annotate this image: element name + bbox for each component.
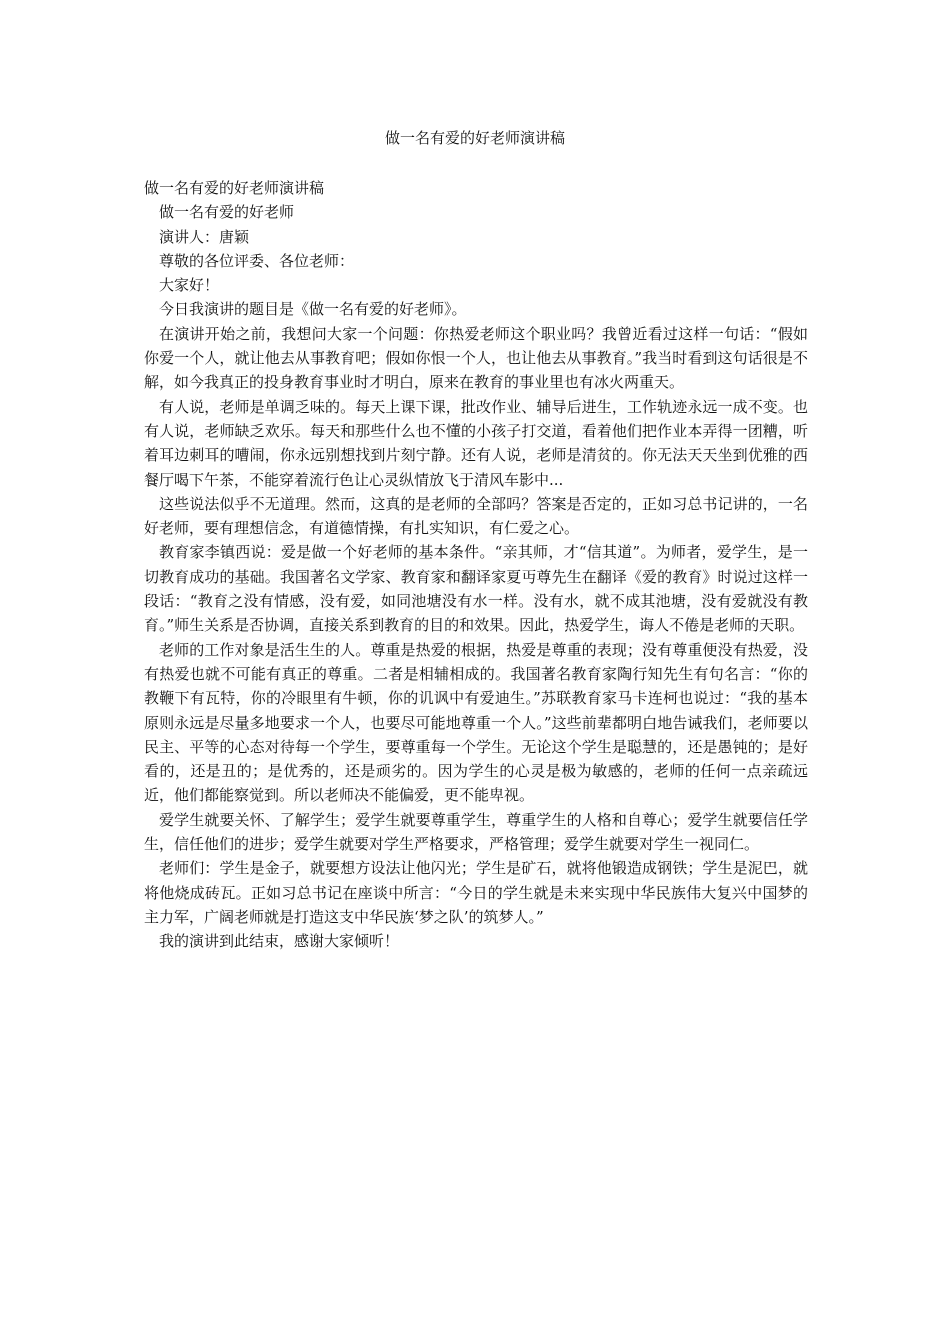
paragraph-salutation: 尊敬的各位评委、各位老师：	[159, 251, 355, 270]
document-body	[144, 176, 808, 954]
paragraph-rebuttal: 这些说法似乎不无道理。然而，这真的是老师的全部吗？答案是否定的，正如习总书记讲的，一名好老师，要有理想信念，有道德情操，有扎实知识，有仁爱之心。	[144, 494, 808, 538]
paragraph-love-students: 爱学生就要关怀、了解学生；爱学生就要尊重学生，尊重学生的人格和自尊心；爱学生就要信任学生，信任他们的进步；爱学生就要对学生严格要求，严格管理；爱学生就要对学生一视同仁。	[144, 810, 808, 854]
paragraph-greeting: 大家好！	[159, 276, 220, 295]
paragraph-teachers-call: 老师们：学生是金子，就要想方设法让他闪光；学生是矿石，就将他锻造成钢铁；学生是泥巴，就将他烧成砖瓦。正如习总书记在座谈中所言：“今日的学生就是未来实现中华民族伟大复兴中国梦的主力军，广阔老师就是打造这支中华民族‘梦之队’的筑梦人。”	[144, 859, 808, 926]
paragraph-love-basis: 教育家李镇西说：爱是做一个好老师的基本条件。“亲其师，才“信其道”。为师者，爱学生，是一切教育成功的基础。我国著名文学家、教育家和翻译家夏丏尊先生在翻译《爱的教育》时说过这样一段话：“教育之没有情感，没有爱，如同池塘没有水一样。没有水，就不成其池塘，没有爱就没有教育。”师生关系是否协调，直接关系到教育的目的和效果。因此，热爱学生，诲人不倦是老师的天职。	[144, 543, 808, 635]
paragraph-heading: 做一名有爱的好老师演讲稿	[144, 179, 325, 197]
paragraph-some-say: 有人说，老师是单调乏味的。每天上课下课，批改作业、辅导后进生，工作轨迹永远一成不变。也有人说，老师缺乏欢乐。每天和那些什么也不懂的小孩子打交道，看着他们把作业本弄得一团糟，听着耳边刺耳的嘈闹，你永远别想找到片刻宁静。还有人说，老师是清贫的。你无法天天坐到优雅的西餐厅喝下午茶，不能穿着流行色让心灵纵情放飞于清风车影中...	[144, 397, 808, 489]
paragraph-respect: 老师的工作对象是活生生的人。尊重是热爱的根据，热爱是尊重的表现；没有尊重便没有热爱，没有热爱也就不可能有真正的尊重。二者是相辅相成的。我国著名教育家陶行知先生有句名言：“你的教鞭下有瓦特，你的冷眼里有牛顿，你的讥讽中有爱迪生。”苏联教育家马卡连柯也说过：“我的基本原则永远是尽量多地要求一个人，也要尽可能地尊重一个人。”这些前辈都明白地告诫我们，老师要以民主、平等的心态对待每一个学生，要尊重每一个学生。无论这个学生是聪慧的，还是愚钝的；是好看的，还是丑的；是优秀的，还是顽劣的。因为学生的心灵是极为敏感的，老师的任何一点亲疏远近，他们都能察觉到。所以老师决不能偏爱，更不能卑视。	[144, 640, 808, 805]
paragraph-opening-question: 在演讲开始之前，我想问大家一个问题：你热爱老师这个职业吗？我曾近看过这样一句话：“假如你爱一个人，就让他去从事教育吧；假如你恨一个人，也让他去从事教育。”我当时看到这句话很是不解，如今我真正的投身教育事业时才明白，原来在教育的事业里也有冰火两重天。	[144, 324, 808, 392]
paragraph-topic: 今日我演讲的题目是《做一名有爱的好老师》。	[159, 300, 467, 319]
paragraph-speech-title: 做一名有爱的好老师	[159, 203, 295, 222]
paragraph-speaker: 演讲人：唐颖	[159, 227, 250, 246]
paragraph-closing: 我的演讲到此结束，感谢大家倾听！	[159, 932, 400, 951]
document-title: 做一名有爱的好老师演讲稿	[384, 129, 565, 147]
